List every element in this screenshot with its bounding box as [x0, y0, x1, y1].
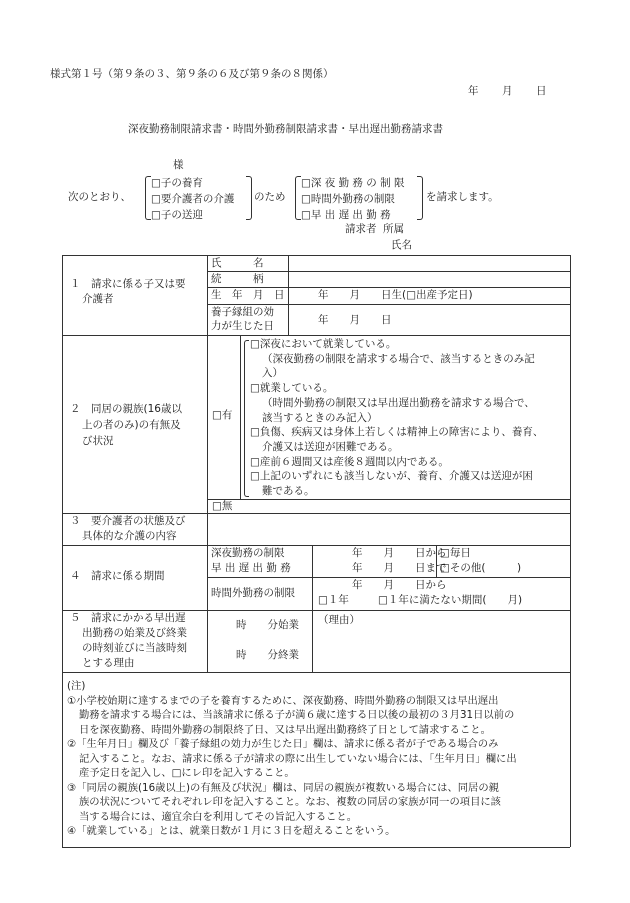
form-number: 様式第１号（第９条の３、第９条の６及び第９条の８関係） — [50, 68, 334, 80]
page-title: 深夜勤務制限請求書・時間外勤務制限請求書・早出遅出勤務請求書 — [128, 123, 443, 135]
relation-label: 続 柄 — [211, 273, 264, 285]
row-line — [207, 287, 570, 288]
col-line — [288, 255, 289, 335]
name-label: 氏 名 — [211, 257, 264, 269]
section2-label-line: ２ 同居の親族(16歳以 — [70, 403, 182, 415]
row-line — [207, 577, 570, 578]
options-bracket — [244, 340, 249, 497]
option-night-work: □深夜において就業している。 — [250, 338, 397, 350]
adoption-value: 年 月 日 — [318, 314, 392, 326]
reason-transport: □子の送迎 — [151, 209, 203, 221]
night-label: 深夜勤務の制限 — [211, 547, 285, 559]
option-note: 難である。 — [262, 485, 315, 498]
overtime-label: 時間外勤務の制限 — [211, 587, 295, 599]
note-1-cont: 勤務を請求する場合には、当該請求に係る子が満６歳に達する日以後の最初の３月31日以前の — [79, 709, 515, 721]
section4-label: ４ 請求に係る期間 — [70, 570, 165, 582]
option-note: 該当するときのみ記入） — [262, 411, 378, 424]
section5-label-line: の時刻並びに当該時刻 — [82, 642, 187, 654]
option-maternity: □産前６週間又は産後８週間以内である。 — [250, 455, 449, 468]
option-note: （時間外勤務の制限又は早出遅出勤務を請求する場合で、 — [262, 396, 535, 409]
row-line — [62, 335, 570, 336]
end-time: 時 分終業 — [236, 649, 299, 661]
requester-address-label: 所属 — [383, 223, 404, 235]
note-4: ④「就業している」とは、就業日数が１月に３日を超えることをいう。 — [67, 825, 396, 837]
note-3-cont: 族の状況についてそれぞれレ印を記入すること。なお、複数の同居の家族が同一の項目に該 — [79, 796, 501, 808]
section3-label-line: ３ 要介護者の状態及び — [70, 515, 186, 527]
request-type-list — [301, 175, 404, 223]
section2-label-line: 上の者のみ)の有無及 — [82, 419, 181, 431]
section2-label — [70, 401, 182, 449]
option-working: □就業している。 — [250, 382, 334, 395]
option-other: □上記のいずれにも該当しないが、養育、介護又は送迎が困 — [250, 470, 533, 483]
birth-label: 生 年 月 日 — [211, 289, 285, 301]
type-night: □深 夜 勤 務 の 制 限 — [301, 177, 405, 189]
section3-label-line: 具体的な介護の内容 — [82, 530, 177, 542]
type-overtime: □時間外勤務の制限 — [301, 193, 395, 205]
notes — [67, 679, 517, 839]
adoption-label-line: 養子縁組の効 — [211, 306, 274, 318]
col-line — [312, 610, 313, 672]
section3-label — [70, 514, 186, 544]
requester-name-label: 氏名 — [391, 239, 412, 251]
note-3: ③「同居の親族(16歳以上)の有無及び状況」欄は、同居の親族が複数いる場合には、同居の親 — [67, 781, 499, 794]
table-border-top — [62, 255, 570, 256]
date-month: 月 — [502, 85, 513, 97]
reason-list — [151, 175, 234, 223]
early-label: 早 出 遅 出 勤 務 — [211, 562, 291, 574]
type-early-late: □早 出 遅 出 勤 務 — [301, 209, 391, 221]
section5-label-line: 出勤務の始業及び終業 — [82, 627, 187, 639]
date-day: 日 — [536, 85, 547, 97]
notes-border-left — [62, 672, 63, 847]
requester-label: 請求者 — [345, 223, 377, 235]
note-2-cont: 産予定日を記入し、□にレ印を記入すること。 — [79, 767, 295, 779]
note-1-cont: 日を深夜勤務、時間外勤務の制限終了日、又は早出遅出勤務終了日として請求すること。 — [79, 723, 491, 736]
notes-heading: (注) — [67, 680, 86, 692]
date-year: 年 — [468, 85, 479, 97]
reason-caregiving: □要介護者の介護 — [151, 193, 235, 205]
cohabitant-yes: □有 — [212, 409, 233, 421]
request-middle: のため — [254, 191, 286, 203]
adoption-label — [211, 305, 274, 333]
bracket-right — [246, 176, 252, 220]
birth-value: 年 月 日生(□出産予定日) — [318, 289, 473, 301]
option-note: （深夜勤務の制限を請求する場合で、該当するときのみ記 — [262, 352, 535, 365]
option-note: 入） — [262, 367, 283, 380]
section5-label-line: ５ 請求にかかる早出遅 — [70, 612, 186, 624]
one-year-option: □１年 — [318, 594, 349, 606]
section1-label-line: 介護者 — [82, 293, 114, 305]
section2-label-line: び状況 — [82, 435, 114, 447]
period-from: 年 月 日から — [352, 547, 447, 559]
request-suffix: を請求します。 — [426, 191, 499, 203]
cohabitant-options — [250, 337, 543, 499]
option-note: 介護又は送迎が困難である。 — [262, 440, 399, 453]
col-line — [240, 335, 241, 499]
reason-label: （理由） — [318, 614, 360, 626]
row-line — [207, 271, 570, 272]
addressee: 様 — [173, 159, 184, 171]
start-time: 時 分始業 — [236, 619, 299, 631]
cohabitant-no: □無 — [212, 500, 233, 512]
section5-label-line: とする理由 — [82, 657, 135, 669]
less-year-option: □１年に満たない期間( 月) — [378, 594, 523, 606]
note-2: ②「生年月日」欄及び「養子縁組の効力が生じた日」欄は、請求に係る者が子である場合のみ — [67, 738, 499, 750]
period-to: 年 月 日まで — [352, 562, 447, 574]
request-prefix: 次のとおり、 — [68, 191, 131, 203]
table-border-right — [570, 255, 571, 672]
notes-border-right — [570, 672, 571, 847]
option-disability: □負傷、疾病又は身体上若しくは精神上の障害により、養育、 — [250, 426, 544, 439]
section1-label-line: １ 請求に係る子又は要 — [70, 278, 186, 290]
row-line — [207, 499, 570, 500]
notes-border-bottom — [62, 847, 570, 848]
section1-label — [70, 277, 186, 307]
adoption-label-line: 力が生じた日 — [211, 320, 274, 332]
overtime-from: 年 月 日から — [352, 579, 447, 591]
note-3-cont: 当する場合には、適宜余白を利用してその旨記入すること。 — [79, 810, 358, 823]
row-line — [62, 545, 570, 546]
every-day-option: □毎日 — [440, 547, 471, 559]
reason-childcare: □子の養育 — [151, 177, 203, 189]
notes-border-top — [62, 672, 570, 673]
note-1: ①小学校始期に達するまでの子を養育するために、深夜勤務、時間外勤務の制限又は早出遅出 — [67, 694, 499, 707]
section5-label — [70, 611, 187, 671]
other-option: □その他( ) — [440, 562, 522, 574]
note-2-cont: 記入すること。なお、請求に係る子が請求の際に出生していない場合には、「生年月日」欄に出 — [79, 752, 517, 765]
bracket-right-2 — [417, 176, 423, 220]
